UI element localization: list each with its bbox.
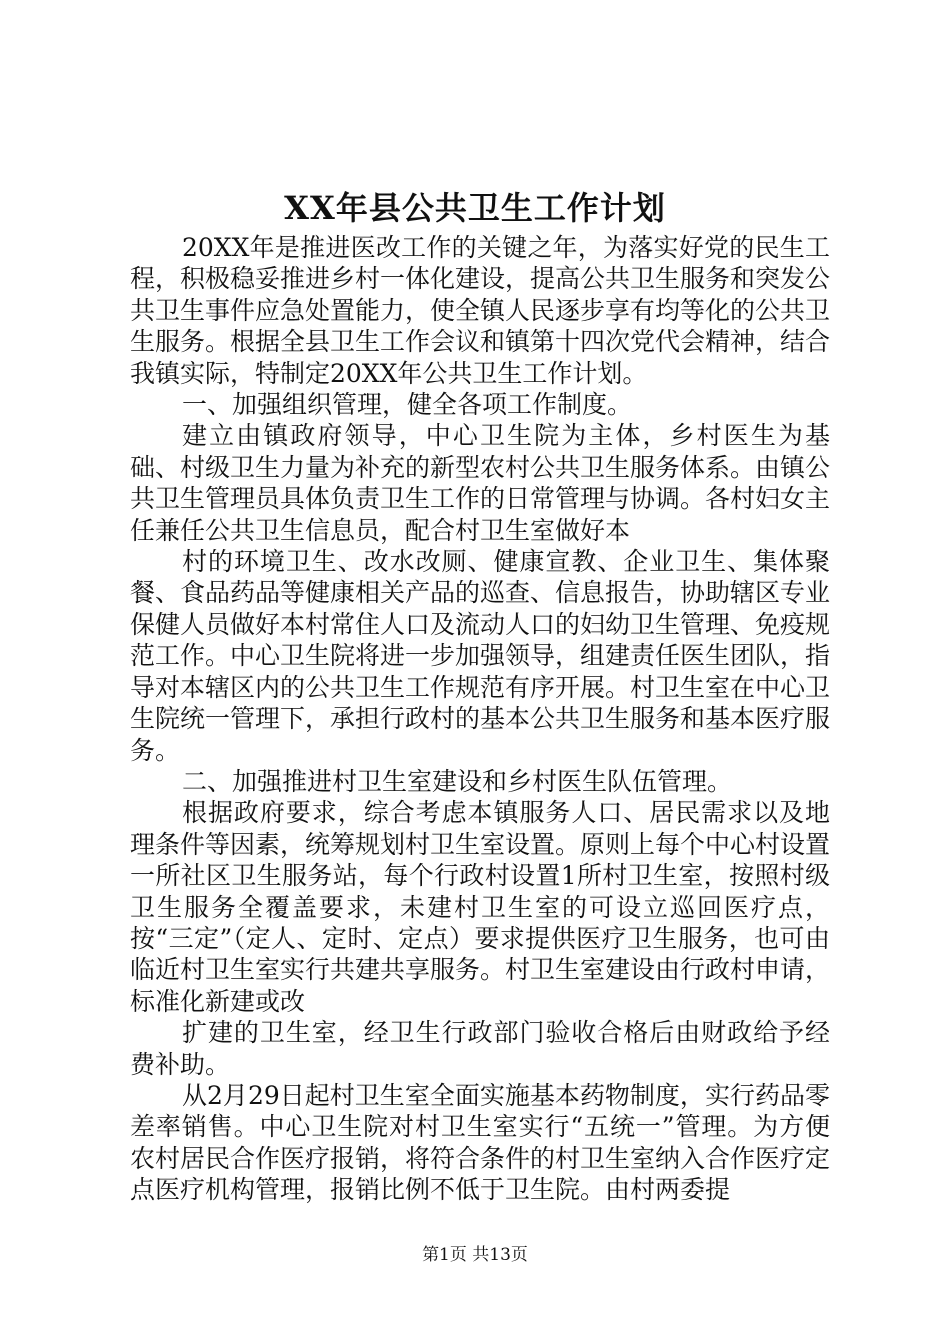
- section-heading-2: 二、加强推进村卫生室建设和乡村医生队伍管理。: [182, 766, 733, 796]
- page-indicator: 第1页 共13页: [422, 1245, 528, 1265]
- body-paragraph: 从2月29日起村卫生室全面实施基本药物制度，实行药品零差率销售。中心卫生院对村卫生室实行“五统一”管理。为方便农村居民合作医疗报销，将符合条件的村卫生室纳入合作医疗定点医疗机构管理，报销比例不低于卫生院。由村两委提: [130, 1080, 831, 1205]
- document-body: [130, 232, 830, 1206]
- body-paragraph: 根据政府要求，综合考虑本镇服务人口、居民需求以及地理条件等因素，统筹规划村卫生室设置。原则上每个中心村设置一所社区卫生服务站，每个行政村设置1所村卫生室，按照村级卫生服务全覆盖要求，未建村卫生室的可设立巡回医疗点，按“三定”（定人、定时、定点）要求提供医疗卫生服务，也可由临近村卫生室实行共建共享服务。村卫生室建设由行政村申请，标准化新建或改: [130, 798, 831, 1016]
- section-heading-1: 一、加强组织管理，健全各项工作制度。: [182, 390, 633, 420]
- body-paragraph: 建立由镇政府领导，中心卫生院为主体，乡村医生为基础、村级卫生力量为补充的新型农村公共卫生服务体系。由镇公共卫生管理员具体负责卫生工作的日常管理与协调。各村妇女主任兼任公共卫生信息员，配合村卫生室做好本: [130, 421, 831, 545]
- intro-paragraph: 20XX年是推进医改工作的关键之年，为落实好党的民生工程，积极稳妥推进乡村一体化建设，提高公共卫生服务和突发公共卫生事件应急处置能力，使全镇人民逐步享有均等化的公共卫生服务。根据全县卫生工作会议和镇第十四次党代会精神，结合我镇实际，特制定20XX年公共卫生工作计划。: [130, 233, 831, 388]
- body-paragraph: 村的环境卫生、改水改厕、健康宣教、企业卫生、集体聚餐、食品药品等健康相关产品的巡查、信息报告，协助辖区专业保健人员做好本村常住人口及流动人口的妇幼卫生管理、免疫规范工作。中心卫生院将进一步加强领导，组建责任医生团队，指导对本辖区内的公共卫生工作规范有序开展。村卫生室在中心卫生院统一管理下，承担行政村的基本公共卫生服务和基本医疗服务。: [130, 547, 831, 765]
- document-title: XX年县公共卫生工作计划: [284, 189, 666, 227]
- body-paragraph: 扩建的卫生室，经卫生行政部门验收合格后由财政给予经费补助。: [130, 1018, 830, 1079]
